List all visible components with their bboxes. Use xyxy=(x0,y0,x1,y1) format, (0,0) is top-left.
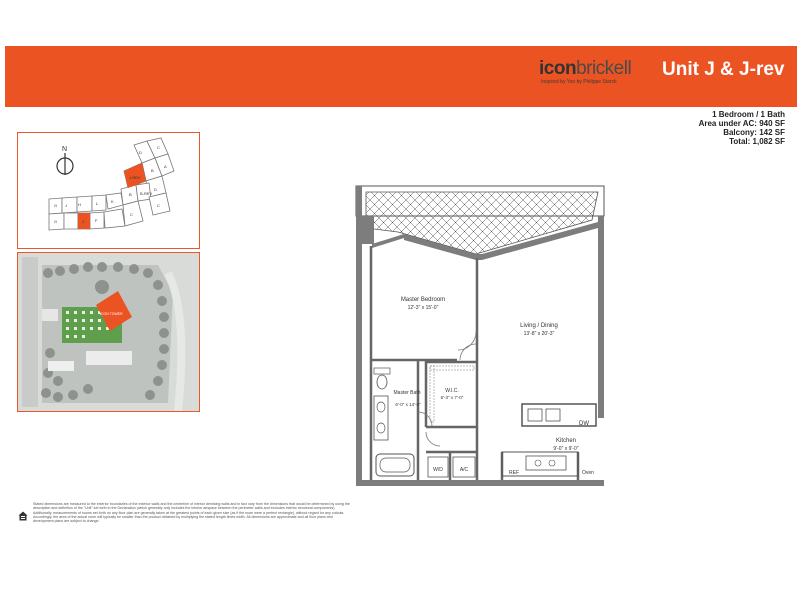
svg-text:J-REV: J-REV xyxy=(129,175,141,180)
svg-text:H: H xyxy=(78,202,81,207)
brand-name: iconbrickell xyxy=(539,58,632,79)
disclaimer-text: Stated dimensions are measured to the exterior boundaries of the exterior walls and the centerline of interior demising walls and in fact vary from the dimensions that would be determined by using the description and definition of the "Unit" set forth in the Declaration (which generally only includes the interior airspace between the perimeter walls and excludes interior structural components). Additionally, measurements of rooms set forth on any floor plan are generally taken at the greatest points of each given size (as if the room were a perfect rectangle), without regard for any cutouts. Accordingly, the area of the actual room will typically be smaller than the product obtained by multiplying the stated length times width. All dimensions are approximate and all floor plans and development plans are subject to change. xyxy=(33,502,350,524)
room-master-bedroom-dim: 12'-3" x 15'-0" xyxy=(407,305,439,311)
spec-area-ac: Area under AC: 940 SF xyxy=(698,119,785,128)
highlight-unit-j xyxy=(78,213,90,229)
svg-text:L: L xyxy=(96,201,99,206)
equal-housing-icon xyxy=(18,511,28,521)
svg-text:B: B xyxy=(129,192,132,197)
room-living-dining: Living / Dining xyxy=(520,323,558,329)
svg-text:A: A xyxy=(164,164,167,169)
svg-text:K: K xyxy=(111,199,114,204)
room-master-bath-dim: 6'-0" x 14'-9" xyxy=(395,402,421,407)
brand-logo xyxy=(539,58,631,85)
unit-title: Unit J & J-rev xyxy=(662,59,785,80)
svg-text:B: B xyxy=(151,168,154,173)
room-kitchen: Kitchen xyxy=(555,438,577,444)
spec-bed-bath: 1 Bedroom / 1 Bath xyxy=(712,110,785,119)
svg-text:J: J xyxy=(65,203,67,208)
appliance-ref: REF xyxy=(509,470,519,476)
unit-specs xyxy=(699,110,785,146)
key-plan-drawing xyxy=(18,133,199,248)
site-plan-drawing xyxy=(18,253,199,411)
svg-text:C: C xyxy=(157,145,160,150)
room-master-bedroom: Master Bedroom xyxy=(400,297,446,303)
brand-tagline: Inspired by Yoo by Philippe Starck xyxy=(541,79,617,85)
room-master-bath: Master Bath xyxy=(393,390,421,396)
closet-ac: A/C xyxy=(459,467,469,473)
appliance-oven: Oven xyxy=(582,470,594,476)
site-building-label: ICON TOWER xyxy=(100,312,123,316)
spec-balcony: Balcony: 142 SF xyxy=(723,128,785,137)
closet-wd: W/D xyxy=(433,467,443,473)
svg-text:D: D xyxy=(154,187,157,192)
svg-text:J: J xyxy=(82,219,84,224)
appliance-dw: DW xyxy=(579,421,589,427)
floor-plan xyxy=(352,182,608,487)
svg-text:G: G xyxy=(54,219,58,224)
svg-text:C: C xyxy=(130,212,133,217)
key-plan xyxy=(17,132,200,249)
room-kitchen-dim: 9'-0" x 9'-0" xyxy=(553,446,579,452)
key-plan-building xyxy=(49,138,174,230)
room-living-dining-dim: 13'-8" x 20'-3" xyxy=(523,331,555,337)
interior-walls xyxy=(371,246,578,480)
svg-text:D: D xyxy=(139,150,142,155)
header-banner xyxy=(5,46,797,107)
north-label: N xyxy=(62,146,68,153)
svg-text:G: G xyxy=(54,203,58,208)
spec-total: Total: 1,082 SF xyxy=(729,137,785,146)
room-wic-dim: 6'-3" x 7'-0" xyxy=(440,395,464,400)
svg-text:B-REV: B-REV xyxy=(140,191,153,196)
room-wic: W.I.C. xyxy=(445,388,459,394)
site-plan xyxy=(17,252,200,412)
floor-plan-drawing xyxy=(352,182,608,487)
svg-text:F: F xyxy=(95,218,98,223)
svg-text:C: C xyxy=(157,203,160,208)
